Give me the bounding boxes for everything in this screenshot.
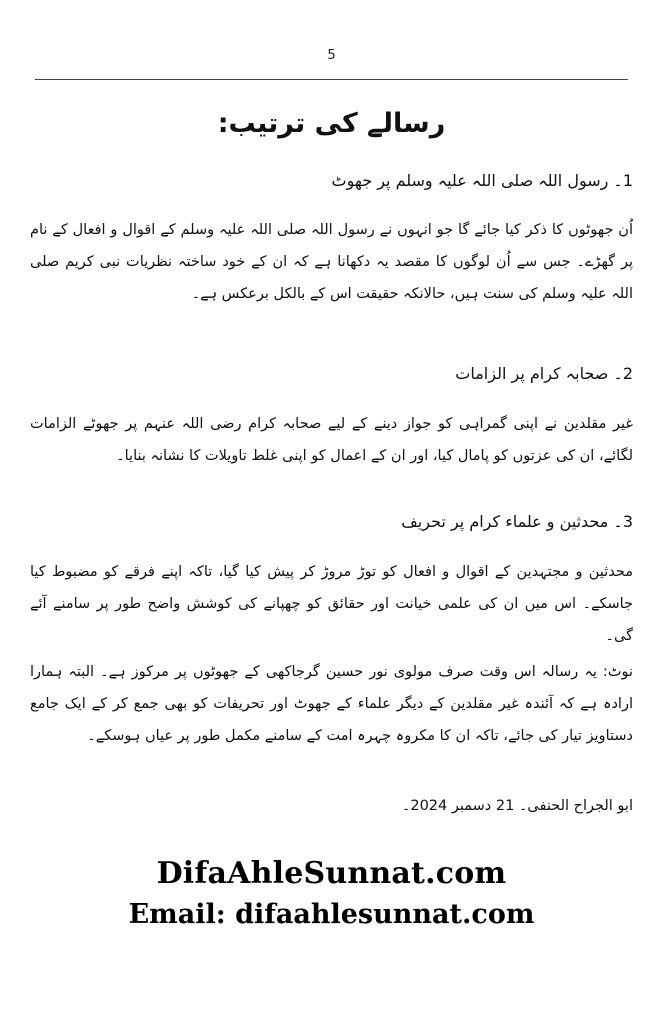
section-heading-1: 1۔ رسول اللہ صلی اللہ علیہ وسلم پر جھوٹ [331,171,633,190]
section-body-1: اُن جھوٹوں کا ذکر کیا جائے گا جو انہوں نے رسول اللہ صلی اللہ علیہ وسلم کے اقوال و افعال کے نام پر گھڑے۔ جس سے اُن لوگوں کا مقصد یہ دکھانا ہے کہ ان کے خود ساختہ نظریات نبی کریم صلی اللہ علیہ وسلم کی سنت ہیں، حالانکہ حقیقت اس کے بالکل برعکس ہے۔ [30,222,633,302]
email-watermark: Email: difaahlesunnat.com [128,899,535,930]
section-heading-3: 3۔ محدثین و علماء کرام پر تحریف [401,512,633,531]
header-divider [35,79,628,80]
website-watermark: DifaAhleSunnat.com [156,856,507,891]
page-title: رسالے کی ترتیب: [217,108,446,139]
page-number: 5 [327,48,336,63]
author-signature-date: ابو الجراح الحنفی۔ 21 دسمبر 2024۔ [401,798,633,814]
section-body-3: محدثین و مجتہدین کے اقوال و افعال کو توڑ مروڑ کر پیش کیا گیا، تاکہ اپنے فرقے کو مضبوط کیا جاسکے۔ اس میں ان کی علمی خیانت اور حقائق کو چھپانے کی کوشش واضح طور پر سامنے آئے گی۔ [30,564,633,644]
note-paragraph: نوٹ: یہ رسالہ اس وقت صرف مولوی نور حسین گرجاکھی کے جھوٹوں پر مرکوز ہے۔ البتہ ہمارا ارادہ ہے کہ آئندہ غیر مقلدین کے دیگر علماء کے جھوٹ اور تحریفات کو بھی جمع کر کے ایک جامع دستاویز تیار کی جائے، تاکہ ان کا مکروہ چہرہ امت کے سامنے مکمل طور پر عیاں ہوسکے۔ [30,664,633,744]
section-body-2: غیر مقلدین نے اپنی گمراہی کو جواز دینے کے لیے صحابہ کرام رضی اللہ عنہم پر جھوٹے الزامات لگائے، ان کی عزتوں کو پامال کیا، اور ان کے اعمال کو اپنی غلط تاویلات کا نشانہ بنایا۔ [30,416,633,464]
section-heading-2: 2۔ صحابہ کرام پر الزامات [455,364,633,383]
